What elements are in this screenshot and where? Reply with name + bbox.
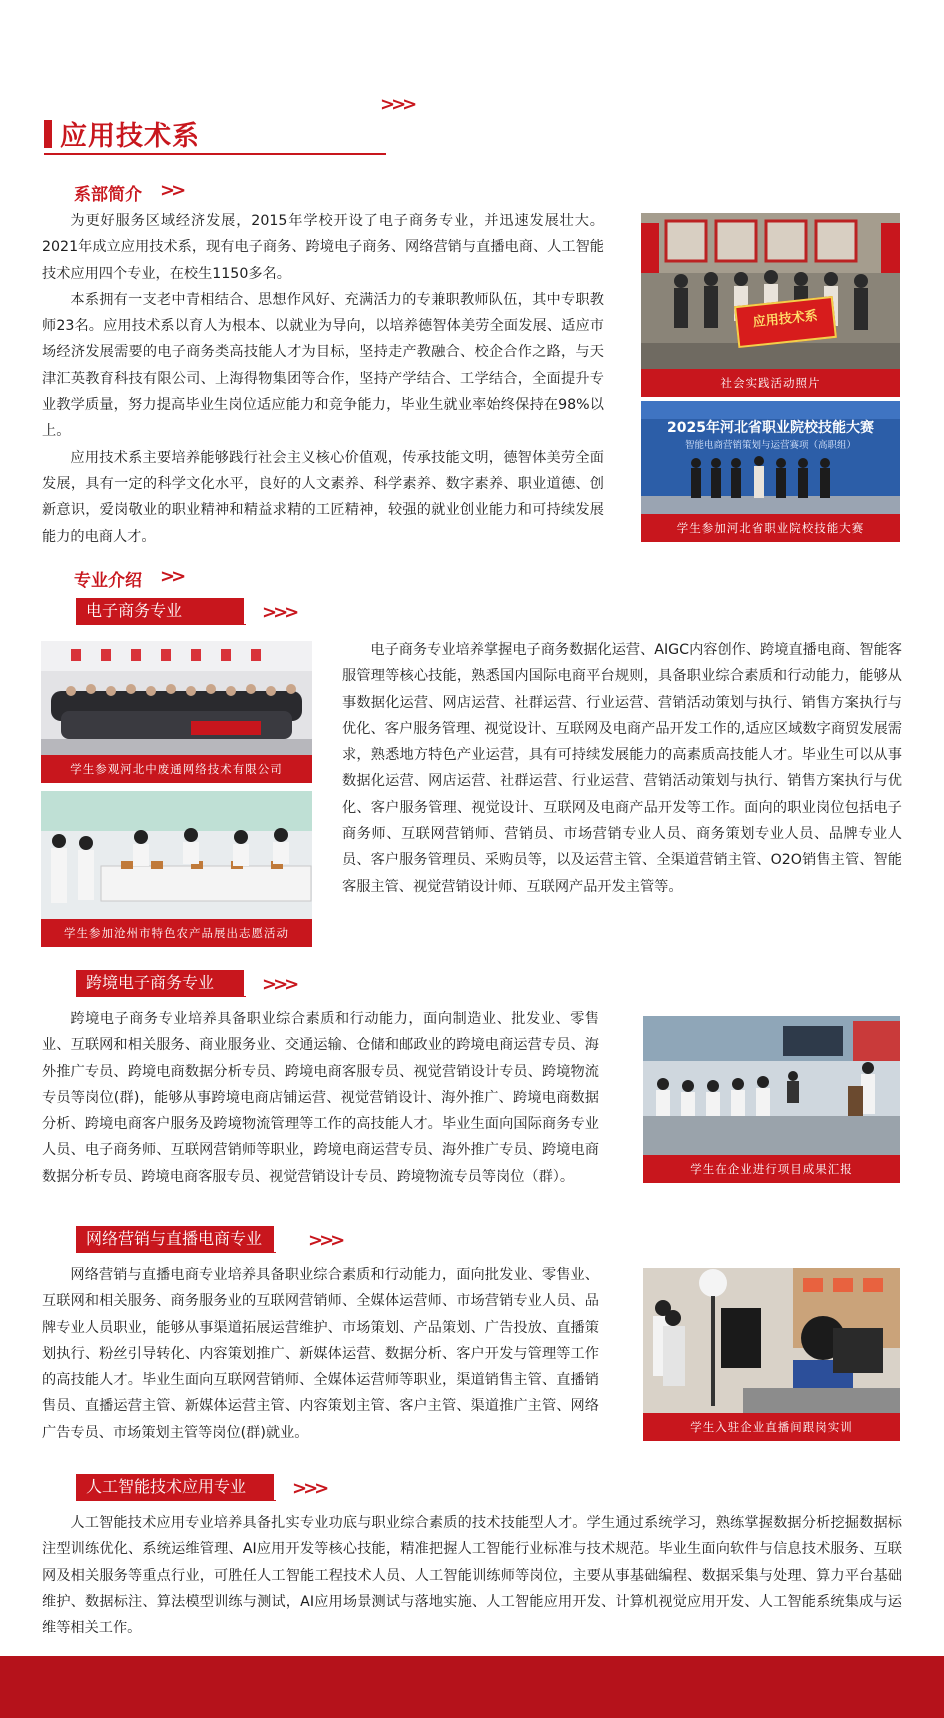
- major-label-ecommerce: 电子商务专业: [76, 598, 244, 624]
- ecommerce-paragraph: 电子商务专业培养掌握电子商务数据化运营、AIGC内容创作、跨境直播电商、智能客服管理等核心技能，熟悉国内国际电商平台规则，具备职业综合素质和行动能力，能够从事数据化运营、网店运营、社群运营、行业运营、营销活动策划与执行、销售方案执行与优化、客户服务管理、视觉设计、互联网及电商产品开发工作的,适应区域数字商贸发展需求，熟悉地方特色产业运营，具有可持续发展能力的高素质高技能人才。毕业生可以从事数据化运营、网店运营、社群运营、行业运营、营销活动策划与执行、销售方案执行与优化、客户服务管理、视觉设计、互联网及电商产品开发等工作。面向的职业岗位包括电子商务师、互联网营销师、营销员、市场营销专业人员、商务策划专业人员、品牌专业人员、客户服务管理员、采购员等，以及运营主管、全渠道营销主管、O2O销售主管、智能客服主管、视觉营销设计师、互联网产品开发主管等。: [342, 642, 902, 895]
- major-underline-live-marketing: [76, 1252, 276, 1253]
- page-title: 应用技术系: [60, 121, 200, 152]
- major-arrows-cross-border: >>>: [262, 974, 296, 995]
- major-label-cross-border: 跨境电子商务专业: [76, 970, 244, 996]
- cross-border-paragraph: 跨境电子商务专业培养具备职业综合素质和行动能力，面向制造业、批发业、零售业、互联网和相关服务、商业服务业、交通运输、仓储和邮政业的跨境电商运营专员、海外推广专员、跨境电商数据分析专员、跨境电商客服专员、视觉营销设计专员、跨境物流专员等岗位(群)，能够从事跨境电商店铺运营、视觉营销设计、海外推广、跨境电商数据分析、跨境电商客户服务及跨境物流管理等工作的高技能人才。毕业生面向国际商务专业人员、电子商务师、互联网营销师等职业，跨境电商运营专员、海外推广专员、跨境电商数据分析专员、跨境电商客服专员、视觉营销设计专员、跨境物流专员等岗位（群）。: [42, 1011, 599, 1185]
- title-accent-bar: [44, 120, 52, 148]
- section-arrows-intro: >>: [160, 180, 183, 201]
- photo-skills-competition: [641, 401, 900, 542]
- major-arrows-ai: >>>: [292, 1478, 326, 1499]
- caption-volunteer: 学生参加沧州市特色农产品展出志愿活动: [41, 919, 312, 947]
- section-arrows-majors: >>: [160, 566, 183, 587]
- company-visit-image: [41, 641, 312, 755]
- ecommerce-text: [342, 637, 902, 900]
- major-underline-ai: [76, 1500, 276, 1501]
- major-label-live-marketing: 网络营销与直播电商专业: [76, 1226, 274, 1252]
- major-label-ai: 人工智能技术应用专业: [76, 1474, 274, 1500]
- photo-live-studio: [643, 1268, 900, 1441]
- intro-paragraph-3: 应用技术系主要培养能够践行社会主义核心价值观，传承技能文明，德智体美劳全面发展，具有一定的科学文化水平，良好的人文素养、科学素养、数字素养、职业道德、创新意识，爱岗敬业的职业精神和精益求精的工匠精神，较强的就业创业能力和可持续发展能力的电商人才。: [42, 449, 604, 545]
- major-arrows-ecommerce: >>>: [262, 602, 296, 623]
- competition-banner-subtitle: 智能电商营销策划与运营赛项（高职组）: [684, 440, 856, 451]
- cross-border-text: [42, 1006, 599, 1190]
- caption-company-visit: 学生参观河北中废通网络技术有限公司: [41, 755, 312, 783]
- live-marketing-text: [42, 1262, 599, 1446]
- section-heading-intro: 系部简介: [74, 185, 142, 205]
- caption-social-practice: 社会实践活动照片: [641, 369, 900, 397]
- project-report-image: [643, 1016, 900, 1155]
- decorative-arrows: >>>: [380, 94, 414, 115]
- caption-skills-competition: 学生参加河北省职业院校技能大赛: [641, 514, 900, 542]
- ai-paragraph: 人工智能技术应用专业培养具备扎实专业功底与职业综合素质的技术技能型人才。学生通过系统学习，熟练掌握数据分析挖掘数据标注型训练优化、系统运维管理、AI应用开发等核心技能，精准把握人工智能行业标准与技术规范。毕业生面向软件与信息技术服务、互联网及相关服务等重点行业，可胜任人工智能工程技术人员、人工智能训练师等岗位，主要从事基础编程、数据采集与处理、算力平台基础维护、数据标注、算法模型训练与测试，AI应用场景测试与落地实施、人工智能应用开发、计算机视觉应用开发、人工智能系统集成与运维等相关工作。: [42, 1515, 902, 1637]
- live-studio-image: [643, 1268, 900, 1413]
- ai-text: [42, 1510, 902, 1641]
- major-underline-cross-border: [76, 996, 246, 997]
- competition-banner-title: 2025年河北省职业院校技能大赛: [667, 420, 874, 436]
- caption-live-studio: 学生入驻企业直播间跟岗实训: [643, 1413, 900, 1441]
- photo-project-report: [643, 1016, 900, 1183]
- volunteer-image: [41, 791, 312, 919]
- title-underline: [44, 153, 386, 155]
- live-marketing-paragraph: 网络营销与直播电商专业培养具备职业综合素质和行动能力，面向批发业、零售业、互联网和相关服务、商务服务业的互联网营销师、全媒体运营师、市场营销专业人员、品牌专业人员职业，能够从事渠道拓展运营维护、市场策划、产品策划、广告投放、直播策划执行、粉丝引导转化、内容策划推广、新媒体运营、数据分析、客户开发与管理等工作的高技能人才。毕业生面向互联网营销师、全媒体运营师等职业，渠道销售主管、直播销售员、直播运营主管、新媒体运营主管、内容策划主管、客户主管、渠道推广主管、网络广告专员、市场策划主管等岗位(群)就业。: [42, 1267, 599, 1441]
- intro-paragraph-1: 为更好服务区域经济发展，2015年学校开设了电子商务专业，并迅速发展壮大。2021年成立应用技术系，现有电子商务、跨境电子商务、网络营销与直播电商、人工智能技术应用四个专业，在校生1150多名。: [42, 213, 604, 282]
- group-photo-image: [641, 213, 900, 369]
- major-underline-ecommerce: [76, 624, 246, 625]
- major-arrows-live-marketing: >>>: [308, 1230, 342, 1251]
- footer-band: [0, 1656, 944, 1718]
- photo-volunteer: [41, 791, 312, 947]
- department-banner: 应用技术系: [734, 296, 837, 348]
- intro-text: [42, 208, 604, 550]
- photo-company-visit: [41, 641, 312, 783]
- intro-paragraph-2: 本系拥有一支老中青相结合、思想作风好、充满活力的专兼职教师队伍，其中专职教师23名。应用技术系以育人为根本、以就业为导向，以培养德智体美劳全面发展、适应市场经济发展需要的电子商务类高技能人才为目标，坚持走产教融合、校企合作之路，与天津汇英教育科技有限公司、上海得物集团等合作，坚持产学结合、工学结合，全面提升专业教学质量，努力提高毕业生岗位适应能力和竞争能力，毕业生就业率始终保持在98%以上。: [42, 291, 604, 440]
- caption-project-report: 学生在企业进行项目成果汇报: [643, 1155, 900, 1183]
- section-heading-majors: 专业介绍: [74, 571, 142, 591]
- photo-social-practice: [641, 213, 900, 397]
